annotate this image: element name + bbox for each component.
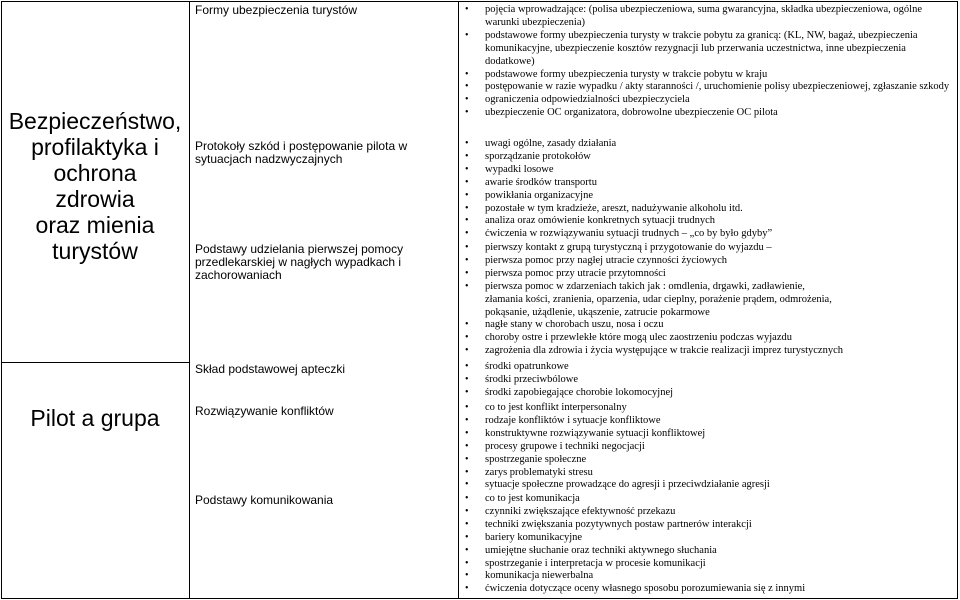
list-item [462,570,954,583]
heading-line: zdrowia [55,186,135,212]
list-item-text: pojęcia wprowadzające: (polisa ubezpieczeniowa, suma gwarancyjna, składka ubezpieczeniowa, ogólne warunki ubezpieczenia) [485,4,923,28]
bullet-icon: • [465,479,469,491]
list-item [462,332,954,345]
bullet-icon: • [465,228,469,240]
bullet-icon: • [465,570,469,582]
bullet-list-first-aid [462,242,954,358]
list-item [462,203,954,216]
list-item [462,177,954,190]
list-item [462,281,954,294]
list-item-text: pokąsanie, użądlenie, ukąszenie, zatrucie pokarmowe [485,306,710,318]
list-item [462,242,954,255]
list-item [462,255,954,268]
list-item-text: ćwiczenia dotyczące oceny własnego sposobu porozumiewania się z innymi [485,583,806,595]
bullet-icon: • [465,267,469,279]
bullet-icon: • [465,373,469,385]
bullet-list-first-aid-kit [462,361,954,400]
list-item-text: pierwsza pomoc przy utracie przytomności [485,267,666,279]
bullet-icon: • [465,81,469,93]
list-item-text: pozostałe w tym kradzieże, areszt, nadużywanie alkoholu itd. [485,202,743,214]
list-item-text: zagrożenia dla zdrowia i życia występujące w trakcie realizacji imprez turystycznych [485,345,843,357]
bullet-icon: • [465,138,469,149]
list-item-text: co to jest konflikt interpersonalny [485,402,627,413]
list-item-text: środki zapobiegające chorobie lokomocyjnej [485,386,674,398]
bullet-list-conflicts [462,402,954,492]
bullet-icon: • [465,361,469,372]
list-item-text: powikłania organizacyjne [485,189,593,201]
topic-first-aid [195,243,417,282]
list-item [462,215,954,228]
list-item-text: procesy grupowe i techniki negocjacji [485,440,645,452]
bullet-icon: • [465,402,469,413]
list-item-text: złamania kości, zranienia, oparzenia, udar cieplny, porażenie prądem, odmrożenia, [485,293,832,305]
heading-line: Bezpieczeństwo, [8,108,182,134]
bullet-list-damage-reports [462,138,954,241]
bullet-icon: • [465,176,469,188]
list-item-text: spostrzeganie i interpretacja w procesie komunikacji [485,557,706,569]
bullet-icon: • [465,68,469,80]
list-item-text: ograniczenia odpowiedzialności ubezpieczyciela [485,94,690,106]
heading-line: turystów [52,238,138,264]
list-item-text: podstawowe formy ubezpieczenia turysty w trakcie pobytu w kraju [485,68,768,80]
list-item [462,545,954,558]
list-item-text: umiejętne słuchanie oraz techniki aktywnego słuchania [485,544,717,556]
topic-line: sytuacjach nadzwyczajnych [195,152,343,166]
list-item [462,454,954,467]
bullet-icon: • [465,466,469,478]
bullet-icon: • [465,242,469,253]
topic-line: przedlekarskiej w nagłych wypadkach i [195,255,402,269]
list-item [462,319,954,332]
heading-line: ochrona [53,160,137,186]
list-item-text: postępowanie w razie wypadku / akty staranności /, uruchomienie polisy ubezpieczeniowej, zgłaszanie szkody [485,81,950,93]
list-item [462,374,954,387]
list-item [462,107,954,120]
list-item-text: pierwsza pomoc w zdarzeniach takich jak : omdlenia, drgawki, zadławienie, [485,280,805,292]
list-item-text: ubezpieczenie OC organizatora, dobrowolne ubezpieczenie OC pilota [485,107,778,119]
topic-line: zachorowaniach [195,268,282,282]
list-item-text: uwagi ogólne, zasady działania [485,138,617,149]
bullet-icon: • [465,107,469,119]
list-item-text: sporządzanie protokołów [485,150,591,162]
list-item [462,532,954,545]
list-item-text: rodzaje konfliktów i sytuacje konfliktowe [485,414,661,426]
list-item [462,558,954,571]
bullet-icon: • [465,332,469,344]
list-item-text: środki przeciwbólowe [485,373,579,385]
column-divider-2 [458,1,459,599]
list-item-text: wypadki losowe [485,163,554,175]
list-item-text: bariery komunikacyjne [485,531,583,543]
bullet-icon: • [465,319,469,331]
bullet-icon: • [465,505,469,517]
list-item [462,30,954,69]
list-item-continuation [462,307,954,320]
bullet-icon: • [465,386,469,398]
list-item-text: choroby ostre i przewlekłe które mogą ulec zaostrzeniu podczas wyjazdu [485,332,793,344]
list-item [462,4,954,30]
list-item-text: spostrzeganie społeczne [485,453,587,465]
bullet-icon: • [465,518,469,530]
bullet-icon: • [465,557,469,569]
column-divider-1 [189,1,190,599]
bullet-icon: • [465,544,469,556]
list-item [462,228,954,241]
topic-communication: Podstawy komunikowania [195,493,334,507]
list-item-text: sytuacje społeczne prowadzące do agresji i przeciwdziałanie agresji [485,479,770,491]
list-item [462,190,954,203]
list-item [462,583,954,596]
bullet-icon: • [465,583,469,595]
topic-damage-reports [195,140,417,166]
row-divider-col1 [1,362,190,363]
list-item [462,428,954,441]
list-item [462,493,954,506]
bullet-icon: • [465,531,469,543]
bullet-icon: • [465,94,469,106]
bullet-icon: • [465,215,469,227]
topic-insurance: Formy ubezpieczenia turystów [195,3,358,17]
list-item-text: co to jest komunikacja [485,493,580,504]
list-item-text: środki opatrunkowe [485,361,569,372]
bullet-icon: • [465,493,469,504]
bullet-icon: • [465,254,469,266]
topic-line: Podstawy udzielania pierwszej pomocy [195,242,404,256]
list-item [462,164,954,177]
heading-line: profilaktyka i [31,134,159,160]
list-item-text: ćwiczenia w rozwiązywaniu sytuacji trudnych – „co by było gdyby” [485,228,773,240]
list-item-text: podstawowe formy ubezpieczenia turysty w trakcie pobytu za granicą: (KL, NW, bagaż, ubezpieczenia komunikacyjne, ubezpieczenie kosztów rezygnacji lub przerwania uczestnictwa, inne ubezpieczenia dodatkowe) [485,29,918,67]
topic-line: Protokoły szkód i postępowanie pilota w [195,139,408,153]
list-item-text: komunikacja niewerbalna [485,570,594,582]
list-item [462,387,954,400]
list-item-text: pierwsza pomoc przy nagłej utracie czynności życiowych [485,254,727,266]
bullet-icon: • [465,453,469,465]
bullet-icon: • [465,4,469,15]
list-item [462,268,954,281]
list-item-text: konstruktywne rozwiązywanie sytuacji konfliktowej [485,427,706,439]
table-border-right [957,1,958,599]
bullet-icon: • [465,345,469,357]
bullet-icon: • [465,202,469,214]
list-item [462,345,954,358]
bullet-list-insurance [462,4,954,120]
list-item [462,151,954,164]
section-heading-safety [1,108,189,264]
heading-line: oraz mienia [35,212,155,238]
bullet-list-communication [462,493,954,596]
list-item-text: pierwszy kontakt z grupą turystyczną i przygotowanie do wyjazdu – [485,242,772,253]
bullet-icon: • [465,440,469,452]
list-item [462,519,954,532]
list-item [462,479,954,492]
list-item-text: analiza oraz omówienie konkretnych sytuacji trudnych [485,215,716,227]
table-border-top [1,1,958,2]
section-heading-pilot-group: Pilot a grupa [30,405,160,431]
list-item [462,81,954,94]
list-item-text: zarys problematyki stresu [485,466,593,478]
list-item [462,467,954,480]
bullet-icon: • [465,150,469,162]
topic-conflict-resolution: Rozwiązywanie konfliktów [195,404,334,418]
list-item-continuation [462,294,954,307]
list-item-text: techniki zwiększania pozytywnych postaw partnerów interakcji [485,518,752,530]
list-item [462,69,954,82]
bullet-icon: • [465,280,469,292]
list-item [462,402,954,415]
list-item [462,94,954,107]
list-item [462,441,954,454]
table-border-bottom [1,598,958,599]
bullet-icon: • [465,189,469,201]
list-item [462,415,954,428]
list-item [462,138,954,151]
list-item-text: nagłe stany w chorobach uszu, nosa i oczu [485,319,664,331]
list-item [462,506,954,519]
table-border-left [1,1,2,599]
bullet-icon: • [465,29,469,41]
bullet-icon: • [465,163,469,175]
topic-first-aid-kit: Skład podstawowej apteczki [195,362,346,376]
bullet-icon: • [465,414,469,426]
bullet-icon: • [465,427,469,439]
list-item-text: awarie środków transportu [485,176,597,188]
list-item-text: czynniki zwiększające efektywność przekazu [485,505,676,517]
list-item [462,361,954,374]
